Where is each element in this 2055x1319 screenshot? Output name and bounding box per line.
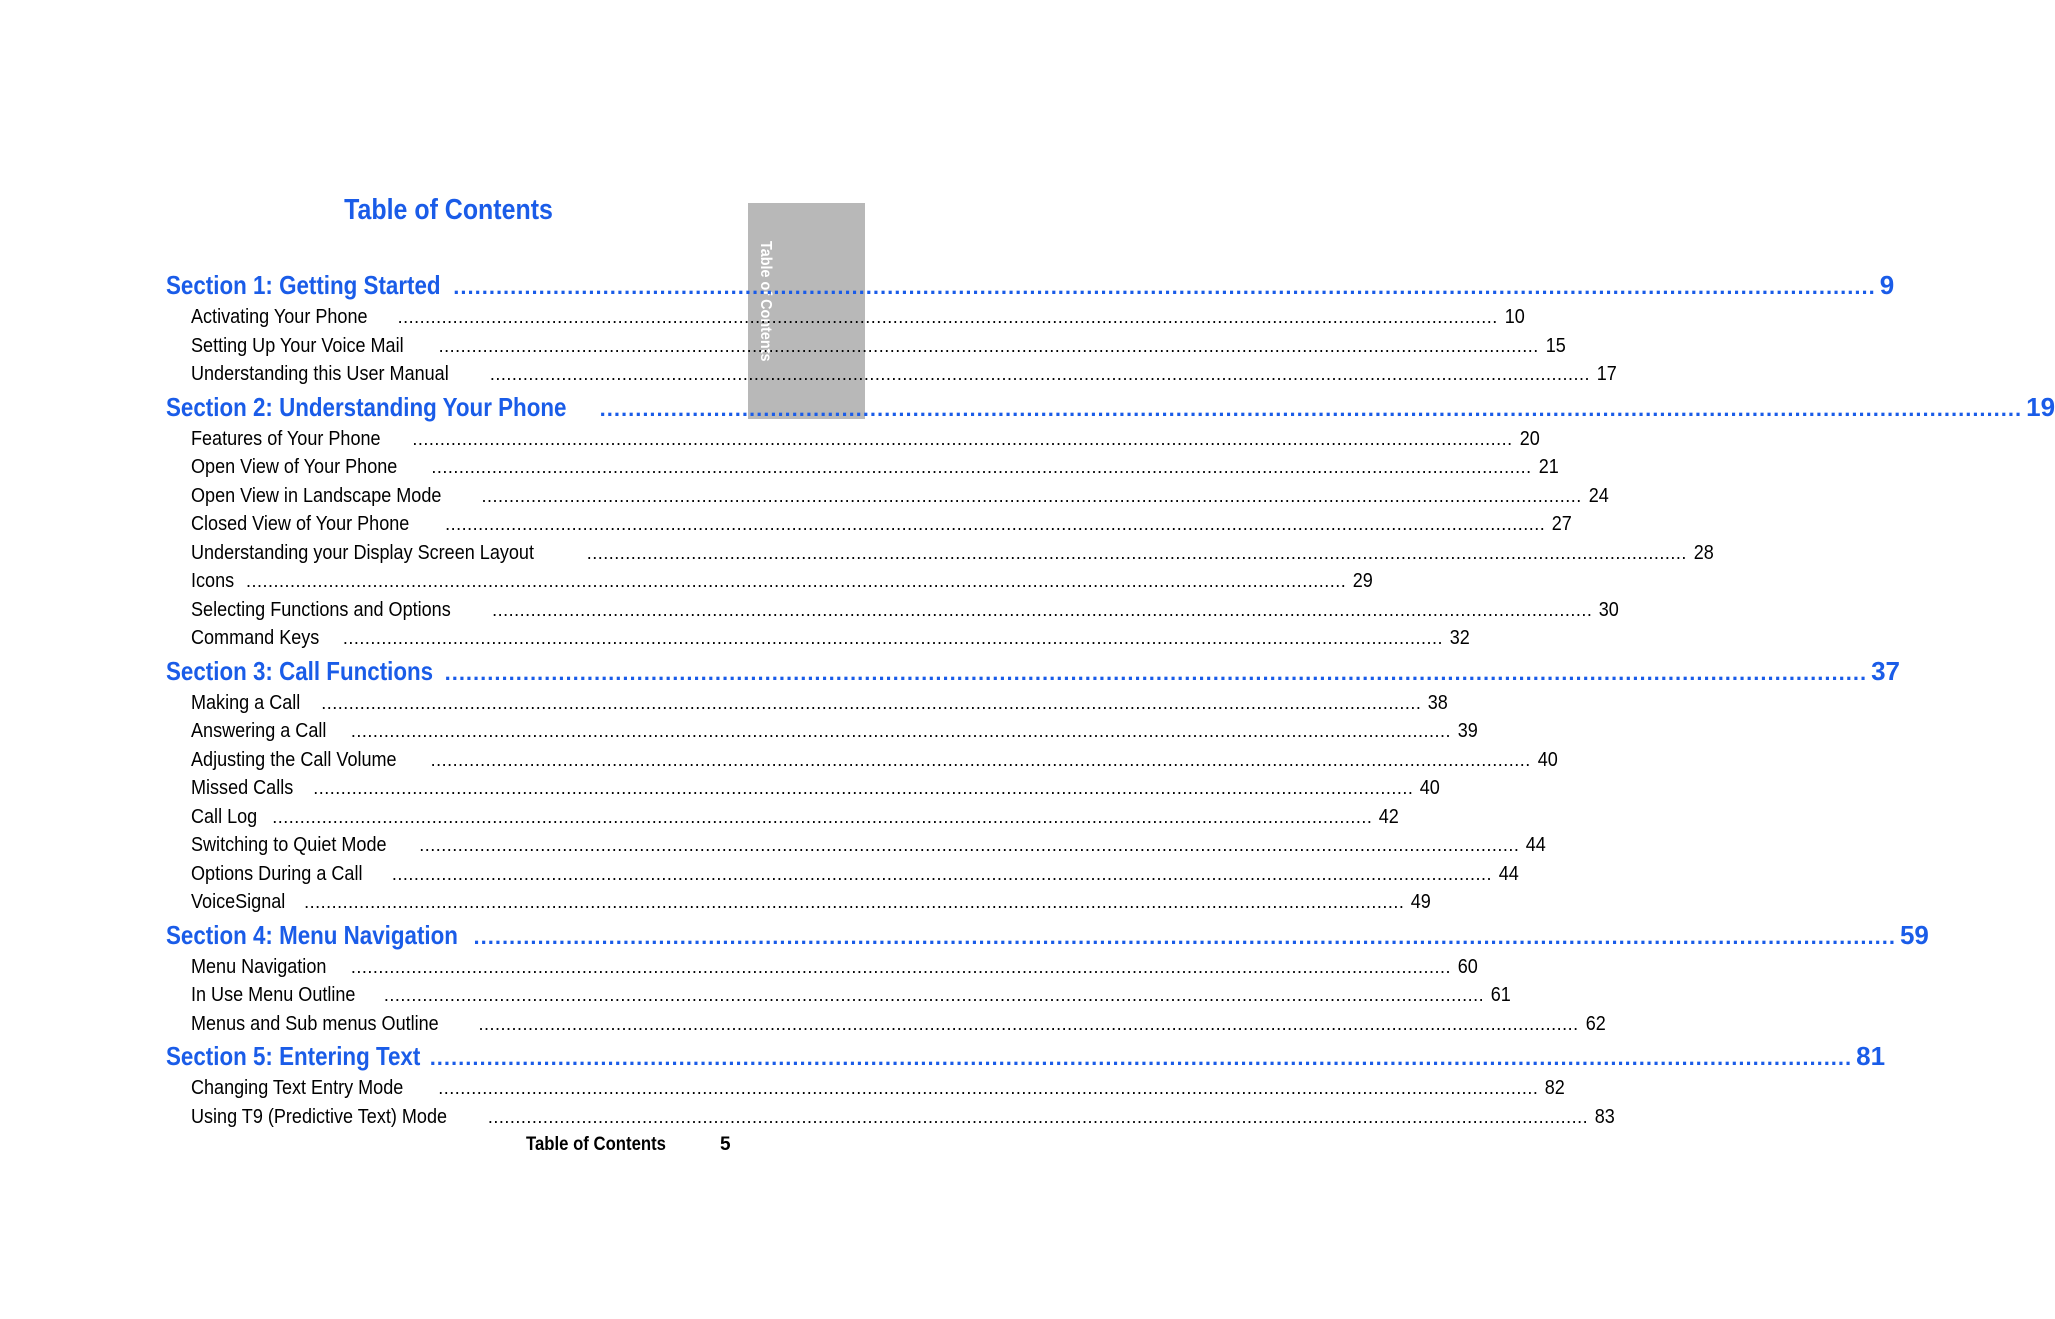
toc-entry[interactable] — [166, 303, 1525, 332]
leader-dots: ........................................................................................................................................................................................................ — [481, 485, 1582, 506]
toc-entry[interactable] — [166, 453, 1559, 482]
leader-dots: ........................................................................................................................................................................................................ — [489, 364, 1591, 384]
toc-entry-page-number: 82 — [1545, 1076, 1566, 1099]
toc-entry-page-number: 24 — [1588, 483, 1609, 507]
toc-entry[interactable] — [166, 360, 1617, 389]
leader-dots: ........................................................................................................................................................................................................ — [391, 863, 1493, 884]
toc-entry-page-number: 38 — [1428, 690, 1449, 714]
leader-dots: ........................................................................................................................................................................................................ — [313, 778, 1414, 798]
toc-section-heading-label: Section 1: Getting Started — [166, 270, 441, 300]
toc-entry-page-number: 83 — [1594, 1104, 1615, 1128]
toc-entry-label: Switching to Quiet Mode — [191, 833, 387, 856]
leader-dots: ........................................................................................................................................................................................................ — [599, 395, 2023, 421]
toc-section-heading[interactable] — [166, 389, 2055, 425]
leader-dots: ........................................................................................................................................................................................................ — [473, 923, 1896, 949]
toc-entry[interactable] — [166, 596, 1620, 625]
toc-entry-page-number: 42 — [1379, 804, 1400, 828]
leader-dots: ........................................................................................................................................................................................................ — [431, 457, 1532, 477]
toc-entry-page-number: 15 — [1545, 333, 1566, 357]
toc-entry[interactable] — [166, 717, 1478, 746]
toc-entry[interactable] — [166, 803, 1400, 832]
toc-entry-page-number: 49 — [1411, 890, 1432, 913]
toc-entry-page-number: 20 — [1519, 426, 1540, 450]
toc-entry-page-number: 61 — [1490, 983, 1511, 1006]
leader-dots: ........................................................................................................................................................................................................ — [397, 307, 1498, 327]
toc-entry-page-number: 27 — [1552, 512, 1573, 535]
toc-entry-label: In Use Menu Outline — [191, 983, 356, 1006]
side-tab-label: Table of Contents — [757, 241, 774, 362]
toc-entry-page-number: 62 — [1585, 1011, 1606, 1035]
toc-section-heading-label: Section 5: Entering Text — [166, 1041, 421, 1071]
toc-section-heading[interactable] — [166, 1038, 1886, 1074]
toc-entry[interactable] — [166, 689, 1449, 718]
toc-entry[interactable] — [166, 510, 1573, 539]
toc-entry-page-number: 21 — [1538, 455, 1559, 478]
toc-entry-label: VoiceSignal — [191, 890, 286, 913]
toc-entry-label: Command Keys — [191, 626, 320, 649]
toc-entry-label: Closed View of Your Phone — [191, 512, 410, 535]
toc-entry[interactable] — [166, 888, 1432, 917]
toc-entry-label: Open View of Your Phone — [191, 455, 398, 478]
toc-entry-label: Icons — [191, 569, 235, 592]
toc-section-heading-page-number: 81 — [1856, 1041, 1886, 1071]
leader-dots: ........................................................................................................................................................................................................ — [304, 892, 1405, 912]
toc-entry[interactable] — [166, 1074, 1566, 1103]
page-title: Table of Contents — [344, 194, 553, 226]
leader-dots: ........................................................................................................................................................................................................ — [430, 749, 1531, 770]
toc-entry[interactable] — [166, 774, 1441, 803]
toc-entry[interactable] — [166, 831, 1547, 860]
toc-section-heading-label: Section 3: Call Functions — [166, 655, 434, 686]
leader-dots: ........................................................................................................................................................................................................ — [438, 335, 1539, 356]
toc-entry-page-number: 28 — [1693, 540, 1714, 564]
leader-dots: ........................................................................................................................................................................................................ — [412, 428, 1513, 449]
toc-entry-label: Selecting Functions and Options — [191, 597, 451, 621]
toc-entry[interactable] — [166, 860, 1519, 889]
toc-entry-label: Missed Calls — [191, 776, 294, 799]
toc-section-heading[interactable] — [166, 917, 1929, 953]
toc-entry[interactable] — [166, 425, 1540, 454]
toc-entry-label: Understanding this User Manual — [191, 362, 449, 385]
toc-entry-page-number: 29 — [1352, 569, 1374, 592]
toc-entry-label: Menu Navigation — [191, 954, 327, 978]
leader-dots: ........................................................................................................................................................................................................ — [478, 1013, 1579, 1034]
toc-entry-page-number: 10 — [1504, 305, 1525, 328]
toc-section-heading[interactable] — [166, 267, 1895, 303]
footer-page-number: 5 — [720, 1134, 731, 1155]
toc-entry-page-number: 32 — [1449, 626, 1470, 649]
leader-dots: ........................................................................................................................................................................................................ — [272, 806, 1373, 827]
leader-dots: ........................................................................................................................................................................................................ — [350, 956, 1452, 977]
toc-section-heading[interactable] — [166, 653, 1900, 689]
toc-entry-page-number: 60 — [1457, 954, 1478, 978]
leader-dots: ........................................................................................................................................................................................................ — [419, 835, 1520, 855]
toc-entry-page-number: 44 — [1526, 833, 1547, 856]
leader-dots: ........................................................................................................................................................................................................ — [453, 274, 1876, 299]
toc-section-heading-label: Section 4: Menu Navigation — [166, 919, 458, 950]
leader-dots: ........................................................................................................................................................................................................ — [438, 1078, 1539, 1098]
footer-label: Table of Contents — [526, 1134, 666, 1155]
toc-entry-label: Features of Your Phone — [191, 426, 381, 450]
leader-dots: ........................................................................................................................................................................................................ — [429, 1045, 1853, 1070]
toc-section-heading-page-number: 19 — [2026, 391, 2055, 422]
leader-dots: ........................................................................................................................................................................................................ — [492, 599, 1593, 620]
toc-section-heading-label: Section 2: Understanding Your Phone — [166, 391, 567, 422]
toc-entry[interactable] — [166, 1010, 1606, 1039]
leader-dots: ........................................................................................................................................................................................................ — [321, 692, 1422, 713]
toc-entry-label: Options During a Call — [191, 861, 363, 885]
toc-entry-page-number: 40 — [1420, 776, 1441, 799]
leader-dots: ........................................................................................................................................................................................................ — [350, 721, 1452, 741]
toc-entry[interactable] — [166, 981, 1511, 1010]
toc-section-heading-page-number: 9 — [1879, 270, 1895, 300]
toc-entry-label: Answering a Call — [191, 719, 327, 742]
toc-entry-label: Making a Call — [191, 690, 301, 714]
toc-entry-page-number: 30 — [1599, 597, 1620, 621]
toc-entry-page-number: 17 — [1596, 362, 1617, 385]
toc-entry-label: Using T9 (Predictive Text) Mode — [191, 1104, 448, 1128]
toc-entry-label: Activating Your Phone — [191, 305, 368, 328]
leader-dots: ........................................................................................................................................................................................................ — [383, 985, 1485, 1005]
toc-entry[interactable] — [166, 332, 1566, 361]
toc-entry[interactable] — [166, 1103, 1615, 1132]
toc-entry-label: Call Log — [191, 804, 258, 828]
toc-entry-label: Open View in Landscape Mode — [191, 483, 442, 507]
leader-dots: ........................................................................................................................................................................................................ — [342, 628, 1444, 648]
toc-entry-label: Understanding your Display Screen Layout — [191, 540, 534, 564]
toc-entry-label: Setting Up Your Voice Mail — [191, 333, 404, 357]
leader-dots: ........................................................................................................................................................................................................ — [444, 659, 1868, 685]
leader-dots: ........................................................................................................................................................................................................ — [445, 514, 1546, 534]
leader-dots: ........................................................................................................................................................................................................ — [246, 571, 1347, 591]
toc-section-heading-page-number: 37 — [1871, 655, 1900, 686]
toc-entry-page-number: 40 — [1537, 747, 1558, 771]
toc-entry[interactable] — [166, 953, 1478, 982]
toc-entry-page-number: 44 — [1498, 861, 1519, 885]
toc-entry[interactable] — [166, 624, 1470, 653]
toc-entry[interactable] — [166, 567, 1374, 596]
leader-dots: ........................................................................................................................................................................................................ — [586, 542, 1687, 563]
toc-entry[interactable] — [166, 746, 1558, 775]
toc-entry-page-number: 39 — [1457, 719, 1478, 742]
toc-entry-label: Adjusting the Call Volume — [191, 747, 397, 771]
toc-entry-label: Menus and Sub menus Outline — [191, 1011, 439, 1035]
toc-entry[interactable] — [166, 539, 1714, 568]
leader-dots: ........................................................................................................................................................................................................ — [487, 1106, 1589, 1127]
toc-section-heading-page-number: 59 — [1899, 919, 1929, 950]
toc-entry-label: Changing Text Entry Mode — [191, 1076, 404, 1099]
toc-entry[interactable] — [166, 482, 1609, 511]
